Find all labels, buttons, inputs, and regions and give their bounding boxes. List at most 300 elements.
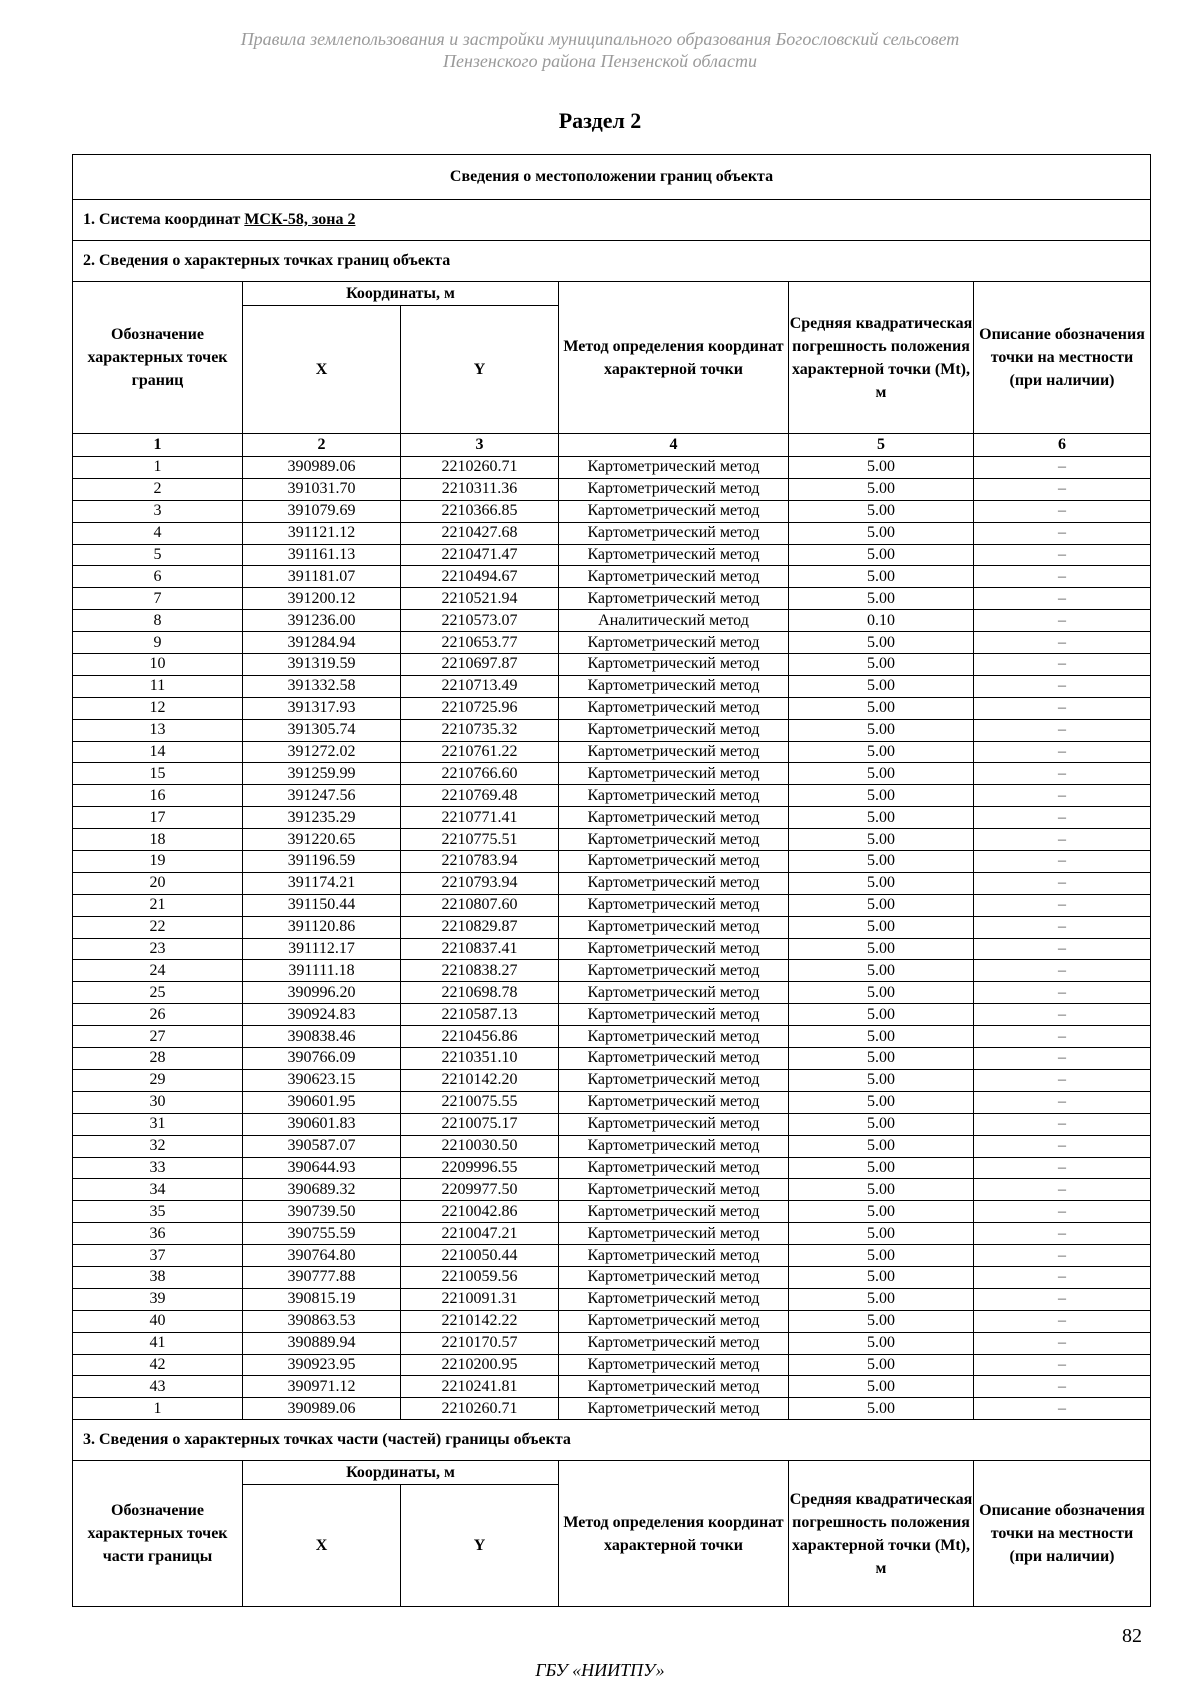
table-row	[73, 654, 1151, 676]
error-cell: 5.00	[789, 938, 974, 960]
point-number-cell: 16	[73, 785, 243, 807]
x-coordinate-cell: 390989.06	[243, 1398, 401, 1420]
table-row	[73, 807, 1151, 829]
table-row	[73, 1245, 1151, 1267]
y-coordinate-cell: 2210713.49	[401, 675, 559, 697]
point-number-cell: 8	[73, 610, 243, 632]
table-row	[73, 763, 1151, 785]
part-col-x-header: X	[243, 1485, 401, 1607]
error-cell: 5.00	[789, 829, 974, 851]
x-coordinate-cell: 391196.59	[243, 851, 401, 873]
col-point-header: Обозначение характерных точек границ	[73, 282, 243, 434]
running-header	[0, 28, 1200, 72]
x-coordinate-cell: 391150.44	[243, 894, 401, 916]
table-row	[73, 1310, 1151, 1332]
x-coordinate-cell: 390764.80	[243, 1245, 401, 1267]
error-cell: 5.00	[789, 566, 974, 588]
x-coordinate-cell: 391305.74	[243, 719, 401, 741]
y-coordinate-cell: 2210241.81	[401, 1376, 559, 1398]
point-number-cell: 6	[73, 566, 243, 588]
description-cell: –	[974, 500, 1151, 522]
x-coordinate-cell: 390601.83	[243, 1113, 401, 1135]
description-cell: –	[974, 719, 1151, 741]
error-cell: 5.00	[789, 807, 974, 829]
table-row	[73, 1069, 1151, 1091]
error-cell: 5.00	[789, 1048, 974, 1070]
col-number: 3	[401, 434, 559, 457]
point-number-cell: 34	[73, 1179, 243, 1201]
error-cell: 5.00	[789, 1332, 974, 1354]
points-heading: 2. Сведения о характерных точках границ объекта	[73, 241, 1151, 282]
point-number-cell: 9	[73, 632, 243, 654]
error-cell: 5.00	[789, 1201, 974, 1223]
y-coordinate-cell: 2209977.50	[401, 1179, 559, 1201]
x-coordinate-cell: 390971.12	[243, 1376, 401, 1398]
description-cell: –	[974, 872, 1151, 894]
table-row	[73, 960, 1151, 982]
y-coordinate-cell: 2210260.71	[401, 1398, 559, 1420]
point-number-cell: 13	[73, 719, 243, 741]
method-cell: Картометрический метод	[559, 1288, 789, 1310]
table-row	[73, 894, 1151, 916]
y-coordinate-cell: 2210075.17	[401, 1113, 559, 1135]
description-cell: –	[974, 1048, 1151, 1070]
point-number-cell: 29	[73, 1069, 243, 1091]
description-cell: –	[974, 1069, 1151, 1091]
point-number-cell: 3	[73, 500, 243, 522]
method-cell: Картометрический метод	[559, 478, 789, 500]
method-cell: Картометрический метод	[559, 632, 789, 654]
method-cell: Картометрический метод	[559, 588, 789, 610]
error-cell: 5.00	[789, 1354, 974, 1376]
y-coordinate-cell: 2210042.86	[401, 1201, 559, 1223]
x-coordinate-cell: 390924.83	[243, 1004, 401, 1026]
point-number-cell: 42	[73, 1354, 243, 1376]
point-number-cell: 35	[73, 1201, 243, 1223]
description-cell: –	[974, 1310, 1151, 1332]
method-cell: Картометрический метод	[559, 1135, 789, 1157]
y-coordinate-cell: 2210735.32	[401, 719, 559, 741]
point-number-cell: 41	[73, 1332, 243, 1354]
part-col-coords-header: Координаты, м	[243, 1461, 559, 1485]
method-cell: Картометрический метод	[559, 654, 789, 676]
x-coordinate-cell: 391259.99	[243, 763, 401, 785]
method-cell: Картометрический метод	[559, 807, 789, 829]
description-cell: –	[974, 654, 1151, 676]
boundary-table	[72, 154, 1151, 1607]
y-coordinate-cell: 2210047.21	[401, 1223, 559, 1245]
table-row	[73, 478, 1151, 500]
description-cell: –	[974, 1091, 1151, 1113]
error-cell: 5.00	[789, 1310, 974, 1332]
description-cell: –	[974, 1026, 1151, 1048]
method-cell: Картометрический метод	[559, 1354, 789, 1376]
y-coordinate-cell: 2210837.41	[401, 938, 559, 960]
error-cell: 5.00	[789, 697, 974, 719]
x-coordinate-cell: 390739.50	[243, 1201, 401, 1223]
col-number: 4	[559, 434, 789, 457]
running-header-line-2: Пензенского района Пензенской области	[442, 51, 758, 71]
error-cell: 0.10	[789, 610, 974, 632]
description-cell: –	[974, 785, 1151, 807]
point-number-cell: 21	[73, 894, 243, 916]
method-cell: Картометрический метод	[559, 1201, 789, 1223]
x-coordinate-cell: 391220.65	[243, 829, 401, 851]
table-row	[73, 1004, 1151, 1026]
y-coordinate-cell: 2210427.68	[401, 522, 559, 544]
point-number-cell: 26	[73, 1004, 243, 1026]
method-cell: Картометрический метод	[559, 1048, 789, 1070]
description-cell: –	[974, 544, 1151, 566]
error-cell: 5.00	[789, 1135, 974, 1157]
y-coordinate-cell: 2209996.55	[401, 1157, 559, 1179]
error-cell: 5.00	[789, 1398, 974, 1420]
y-coordinate-cell: 2210829.87	[401, 916, 559, 938]
method-cell: Картометрический метод	[559, 916, 789, 938]
y-coordinate-cell: 2210521.94	[401, 588, 559, 610]
table-row	[73, 544, 1151, 566]
method-cell: Картометрический метод	[559, 851, 789, 873]
method-cell: Картометрический метод	[559, 1113, 789, 1135]
table-row	[73, 1376, 1151, 1398]
y-coordinate-cell: 2210260.71	[401, 457, 559, 479]
method-cell: Картометрический метод	[559, 1245, 789, 1267]
description-cell: –	[974, 1157, 1151, 1179]
method-cell: Картометрический метод	[559, 544, 789, 566]
y-coordinate-cell: 2210091.31	[401, 1288, 559, 1310]
y-coordinate-cell: 2210366.85	[401, 500, 559, 522]
description-cell: –	[974, 457, 1151, 479]
description-cell: –	[974, 522, 1151, 544]
method-cell: Картометрический метод	[559, 719, 789, 741]
x-coordinate-cell: 391120.86	[243, 916, 401, 938]
description-cell: –	[974, 588, 1151, 610]
description-cell: –	[974, 632, 1151, 654]
description-cell: –	[974, 1266, 1151, 1288]
y-coordinate-cell: 2210793.94	[401, 872, 559, 894]
y-coordinate-cell: 2210771.41	[401, 807, 559, 829]
point-number-cell: 37	[73, 1245, 243, 1267]
table-row	[73, 719, 1151, 741]
table-row	[73, 1332, 1151, 1354]
point-number-cell: 17	[73, 807, 243, 829]
coordinate-system-row	[73, 200, 1151, 241]
part-col-point-header: Обозначение характерных точек части границы	[73, 1461, 243, 1607]
description-cell: –	[974, 1245, 1151, 1267]
table-row	[73, 1201, 1151, 1223]
x-coordinate-cell: 390755.59	[243, 1223, 401, 1245]
point-number-cell: 38	[73, 1266, 243, 1288]
method-cell: Картометрический метод	[559, 566, 789, 588]
table-row	[73, 1135, 1151, 1157]
col-method-header: Метод определения координат характерной точки	[559, 282, 789, 434]
y-coordinate-cell: 2210653.77	[401, 632, 559, 654]
column-number-row	[73, 434, 1151, 457]
y-coordinate-cell: 2210059.56	[401, 1266, 559, 1288]
error-cell: 5.00	[789, 719, 974, 741]
x-coordinate-cell: 391247.56	[243, 785, 401, 807]
method-cell: Картометрический метод	[559, 697, 789, 719]
point-number-cell: 30	[73, 1091, 243, 1113]
method-cell: Картометрический метод	[559, 938, 789, 960]
y-coordinate-cell: 2210311.36	[401, 478, 559, 500]
running-header-line-1: Правила землепользования и застройки муниципального образования Богословский сельсовет	[240, 29, 960, 49]
error-cell: 5.00	[789, 478, 974, 500]
y-coordinate-cell: 2210030.50	[401, 1135, 559, 1157]
col-number: 6	[974, 434, 1151, 457]
table-row	[73, 1266, 1151, 1288]
col-desc-header: Описание обозначения точки на местности (при наличии)	[974, 282, 1151, 434]
x-coordinate-cell: 390587.07	[243, 1135, 401, 1157]
error-cell: 5.00	[789, 960, 974, 982]
x-coordinate-cell: 391111.18	[243, 960, 401, 982]
method-cell: Картометрический метод	[559, 741, 789, 763]
description-cell: –	[974, 938, 1151, 960]
description-cell: –	[974, 851, 1151, 873]
description-cell: –	[974, 1354, 1151, 1376]
error-cell: 5.00	[789, 741, 974, 763]
error-cell: 5.00	[789, 785, 974, 807]
point-number-cell: 12	[73, 697, 243, 719]
section-title: Раздел 2	[558, 108, 642, 133]
description-cell: –	[974, 675, 1151, 697]
table-row	[73, 872, 1151, 894]
description-cell: –	[974, 610, 1151, 632]
x-coordinate-cell: 391272.02	[243, 741, 401, 763]
x-coordinate-cell: 390777.88	[243, 1266, 401, 1288]
x-coordinate-cell: 391235.29	[243, 807, 401, 829]
table-row	[73, 1048, 1151, 1070]
y-coordinate-cell: 2210697.87	[401, 654, 559, 676]
table-row	[73, 697, 1151, 719]
x-coordinate-cell: 390601.95	[243, 1091, 401, 1113]
method-cell: Картометрический метод	[559, 960, 789, 982]
y-coordinate-cell: 2210769.48	[401, 785, 559, 807]
x-coordinate-cell: 391161.13	[243, 544, 401, 566]
error-cell: 5.00	[789, 1069, 974, 1091]
table-row	[73, 938, 1151, 960]
point-number-cell: 15	[73, 763, 243, 785]
method-cell: Картометрический метод	[559, 1091, 789, 1113]
point-number-cell: 32	[73, 1135, 243, 1157]
table-row	[73, 457, 1151, 479]
table-row	[73, 1354, 1151, 1376]
point-number-cell: 31	[73, 1113, 243, 1135]
y-coordinate-cell: 2210471.47	[401, 544, 559, 566]
method-cell: Картометрический метод	[559, 1310, 789, 1332]
x-coordinate-cell: 391174.21	[243, 872, 401, 894]
table-row	[73, 675, 1151, 697]
point-number-cell: 20	[73, 872, 243, 894]
point-number-cell: 27	[73, 1026, 243, 1048]
y-coordinate-cell: 2210142.22	[401, 1310, 559, 1332]
method-cell: Картометрический метод	[559, 1157, 789, 1179]
table-row	[73, 522, 1151, 544]
y-coordinate-cell: 2210807.60	[401, 894, 559, 916]
error-cell: 5.00	[789, 916, 974, 938]
part-col-y-header: Y	[401, 1485, 559, 1607]
point-number-cell: 10	[73, 654, 243, 676]
point-number-cell: 28	[73, 1048, 243, 1070]
y-coordinate-cell: 2210142.20	[401, 1069, 559, 1091]
x-coordinate-cell: 391121.12	[243, 522, 401, 544]
method-cell: Картометрический метод	[559, 1223, 789, 1245]
table-row	[73, 1398, 1151, 1420]
error-cell: 5.00	[789, 894, 974, 916]
method-cell: Картометрический метод	[559, 829, 789, 851]
error-cell: 5.00	[789, 654, 974, 676]
point-number-cell: 1	[73, 1398, 243, 1420]
description-cell: –	[974, 1376, 1151, 1398]
error-cell: 5.00	[789, 1266, 974, 1288]
x-coordinate-cell: 391112.17	[243, 938, 401, 960]
method-cell: Картометрический метод	[559, 1069, 789, 1091]
error-cell: 5.00	[789, 522, 974, 544]
x-coordinate-cell: 390923.95	[243, 1354, 401, 1376]
point-number-cell: 22	[73, 916, 243, 938]
footer: ГБУ «НИИТПУ»	[535, 1660, 665, 1680]
col-y-header: Y	[401, 306, 559, 434]
y-coordinate-cell: 2210200.95	[401, 1354, 559, 1376]
table-row	[73, 1091, 1151, 1113]
description-cell: –	[974, 894, 1151, 916]
description-cell: –	[974, 1398, 1151, 1420]
description-cell: –	[974, 1113, 1151, 1135]
description-cell: –	[974, 1332, 1151, 1354]
description-cell: –	[974, 741, 1151, 763]
description-cell: –	[974, 478, 1151, 500]
y-coordinate-cell: 2210838.27	[401, 960, 559, 982]
point-number-cell: 23	[73, 938, 243, 960]
x-coordinate-cell: 391200.12	[243, 588, 401, 610]
x-coordinate-cell: 390623.15	[243, 1069, 401, 1091]
error-cell: 5.00	[789, 982, 974, 1004]
point-number-cell: 40	[73, 1310, 243, 1332]
y-coordinate-cell: 2210775.51	[401, 829, 559, 851]
description-cell: –	[974, 1179, 1151, 1201]
point-number-cell: 43	[73, 1376, 243, 1398]
table-row	[73, 566, 1151, 588]
description-cell: –	[974, 807, 1151, 829]
table-row	[73, 610, 1151, 632]
method-cell: Картометрический метод	[559, 763, 789, 785]
table-row	[73, 851, 1151, 873]
method-cell: Картометрический метод	[559, 872, 789, 894]
method-cell: Картометрический метод	[559, 1266, 789, 1288]
col-coords-header: Координаты, м	[243, 282, 559, 306]
method-cell: Картометрический метод	[559, 1332, 789, 1354]
table-row	[73, 500, 1151, 522]
x-coordinate-cell: 391332.58	[243, 675, 401, 697]
x-coordinate-cell: 390863.53	[243, 1310, 401, 1332]
description-cell: –	[974, 1223, 1151, 1245]
description-cell: –	[974, 697, 1151, 719]
method-cell: Картометрический метод	[559, 1026, 789, 1048]
table-row	[73, 982, 1151, 1004]
y-coordinate-cell: 2210783.94	[401, 851, 559, 873]
method-cell: Картометрический метод	[559, 500, 789, 522]
x-coordinate-cell: 391284.94	[243, 632, 401, 654]
point-number-cell: 18	[73, 829, 243, 851]
y-coordinate-cell: 2210587.13	[401, 1004, 559, 1026]
table-row	[73, 1223, 1151, 1245]
point-number-cell: 2	[73, 478, 243, 500]
description-cell: –	[974, 960, 1151, 982]
table-title: Сведения о местоположении границ объекта	[73, 155, 1151, 200]
method-cell: Картометрический метод	[559, 522, 789, 544]
y-coordinate-cell: 2210351.10	[401, 1048, 559, 1070]
error-cell: 5.00	[789, 1288, 974, 1310]
point-number-cell: 5	[73, 544, 243, 566]
error-cell: 5.00	[789, 1157, 974, 1179]
point-number-cell: 19	[73, 851, 243, 873]
table-row	[73, 1157, 1151, 1179]
part-col-desc-header: Описание обозначения точки на местности (при наличии)	[974, 1461, 1151, 1607]
method-cell: Картометрический метод	[559, 1004, 789, 1026]
y-coordinate-cell: 2210170.57	[401, 1332, 559, 1354]
x-coordinate-cell: 390644.93	[243, 1157, 401, 1179]
coordinate-system-label: 1. Система координат	[83, 211, 245, 228]
x-coordinate-cell: 390996.20	[243, 982, 401, 1004]
col-x-header: X	[243, 306, 401, 434]
method-cell: Картометрический метод	[559, 1376, 789, 1398]
table-row	[73, 785, 1151, 807]
x-coordinate-cell: 390889.94	[243, 1332, 401, 1354]
table-row	[73, 632, 1151, 654]
x-coordinate-cell: 390815.19	[243, 1288, 401, 1310]
error-cell: 5.00	[789, 1223, 974, 1245]
x-coordinate-cell: 391236.00	[243, 610, 401, 632]
y-coordinate-cell: 2210766.60	[401, 763, 559, 785]
coordinate-system-value: МСК-58, зона 2	[244, 211, 356, 228]
x-coordinate-cell: 391181.07	[243, 566, 401, 588]
point-number-cell: 39	[73, 1288, 243, 1310]
page-number: 82	[1122, 1625, 1142, 1647]
x-coordinate-cell: 391031.70	[243, 478, 401, 500]
error-cell: 5.00	[789, 1113, 974, 1135]
description-cell: –	[974, 763, 1151, 785]
col-error-header: Средняя квадратическая погрешность положения характерной точки (Mt), м	[789, 282, 974, 434]
y-coordinate-cell: 2210725.96	[401, 697, 559, 719]
method-cell: Картометрический метод	[559, 675, 789, 697]
table-row	[73, 1179, 1151, 1201]
error-cell: 5.00	[789, 500, 974, 522]
part-col-method-header: Метод определения координат характерной точки	[559, 1461, 789, 1607]
point-number-cell: 36	[73, 1223, 243, 1245]
x-coordinate-cell: 390689.32	[243, 1179, 401, 1201]
method-cell: Картометрический метод	[559, 1398, 789, 1420]
method-cell: Картометрический метод	[559, 785, 789, 807]
method-cell: Аналитический метод	[559, 610, 789, 632]
description-cell: –	[974, 1004, 1151, 1026]
point-number-cell: 25	[73, 982, 243, 1004]
point-number-cell: 14	[73, 741, 243, 763]
error-cell: 5.00	[789, 1004, 974, 1026]
description-cell: –	[974, 1135, 1151, 1157]
error-cell: 5.00	[789, 544, 974, 566]
parts-heading: 3. Сведения о характерных точках части (частей) границы объекта	[73, 1420, 1151, 1461]
method-cell: Картометрический метод	[559, 1179, 789, 1201]
error-cell: 5.00	[789, 1026, 974, 1048]
y-coordinate-cell: 2210456.86	[401, 1026, 559, 1048]
col-number: 2	[243, 434, 401, 457]
error-cell: 5.00	[789, 851, 974, 873]
description-cell: –	[974, 1288, 1151, 1310]
point-number-cell: 1	[73, 457, 243, 479]
method-cell: Картометрический метод	[559, 457, 789, 479]
error-cell: 5.00	[789, 632, 974, 654]
table-row	[73, 1288, 1151, 1310]
